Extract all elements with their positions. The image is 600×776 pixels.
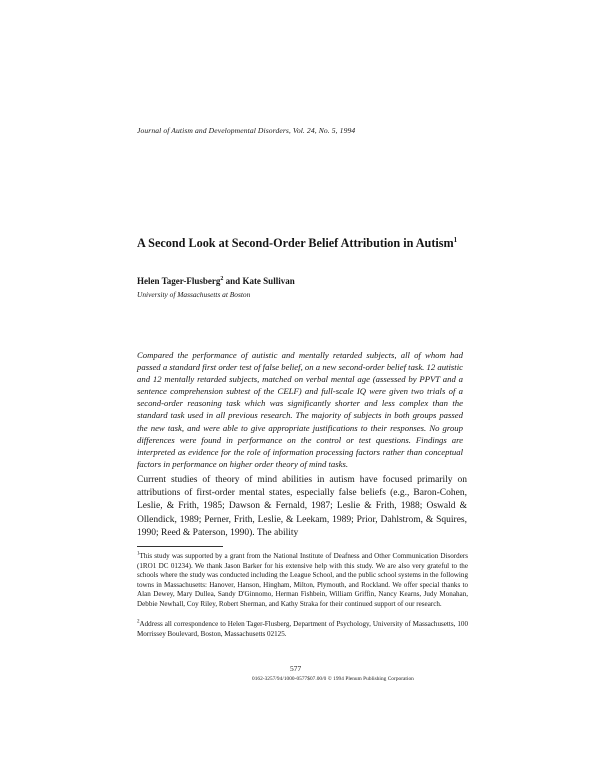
author-1: Helen Tager-Flusberg bbox=[137, 276, 221, 286]
abstract: Compared the performance of autistic and mentally retarded subjects, all of whom had passed a standard first order test of false belief, on a new second-order belief task. 12 autistic and 12 mentally retarded subjects, matched on verbal mental age (assessed by PPVT and a sentence comprehension subtest of the CELF) and full-scale IQ were given two trials of a second-order reasoning task which was significantly shorter and less complex than the standard task used in all previous research. The majority of subjects in both groups passed the new task, and were able to give appropriate justifications to their responses. No group differences were found in performance on the control or test questions. Findings are interpreted as evidence for the role of information processing factors rather than conceptual factors in performance on higher order theory of mind tasks. bbox=[137, 350, 463, 469]
article-title bbox=[137, 236, 477, 252]
footnote-divider bbox=[137, 546, 223, 547]
author-1-footnote-mark: 2 bbox=[220, 276, 224, 282]
footnote-1 bbox=[137, 552, 468, 609]
author-line bbox=[137, 276, 295, 286]
footnote-1-mark: 1 bbox=[137, 551, 140, 557]
affiliation: University of Massachusetts at Boston bbox=[137, 290, 251, 299]
body-paragraph: Current studies of theory of mind abilities in autism have focused primarily on attributions of first-order mental states, especially false beliefs (e.g., Baron-Cohen, Leslie, & Frith, 1985; Dawson & Fernald, 1987; Leslie & Frith, 1988; Oswald & Ollendick, 1989; Perner, Frith, Leslie, & Leekam, 1989; Prior, Dahlstrom, & Squires, 1990; Reed & Paterson, 1990). The ability bbox=[137, 475, 467, 538]
journal-citation: Journal of Autism and Developmental Disorders, Vol. 24, No. 5, 1994 bbox=[137, 126, 356, 135]
footnote-2 bbox=[137, 620, 468, 639]
footnote-1-text: This study was supported by a grant from the National Institute of Deafness and Other Communication Disorders (1RO1 DC 01234). We thank Jason Barker for his extensive help with this study. We are also very grateful to the schools where the study was conducted including the League School, and the public school systems in the following towns in Massachusetts: Hanover, Hanson, Hingham, Milton, Plymouth, and Rockland. We offer special thanks to Alan Dewey, Mary Dullea, Sandy D'Ginnomo, Herman Fishbein, William Griffin, Nancy Kearns, Judy Monahan, Debbie Newhall, Coy Riley, Robert Sherman, and Kathy Straka for their continued support of our research. bbox=[137, 552, 468, 608]
footnote-2-text: Address all correspondence to Helen Tager-Flusberg, Department of Psychology, University of Massachusetts, 100 Morrissey Boulevard, Boston, Massachusetts 02125. bbox=[137, 620, 468, 638]
title-footnote-mark: 1 bbox=[453, 235, 458, 244]
article-title-text: A Second Look at Second-Order Belief Attribution in Autism bbox=[137, 236, 454, 250]
author-2: Kate Sullivan bbox=[242, 276, 295, 286]
author-join: and bbox=[223, 276, 243, 286]
page-number: 577 bbox=[290, 664, 302, 673]
footnote-2-mark: 2 bbox=[137, 619, 140, 625]
copyright-line: 0162-3257/94/1000-0577$07.00/0 © 1994 Plenum Publishing Corporation bbox=[252, 676, 414, 682]
